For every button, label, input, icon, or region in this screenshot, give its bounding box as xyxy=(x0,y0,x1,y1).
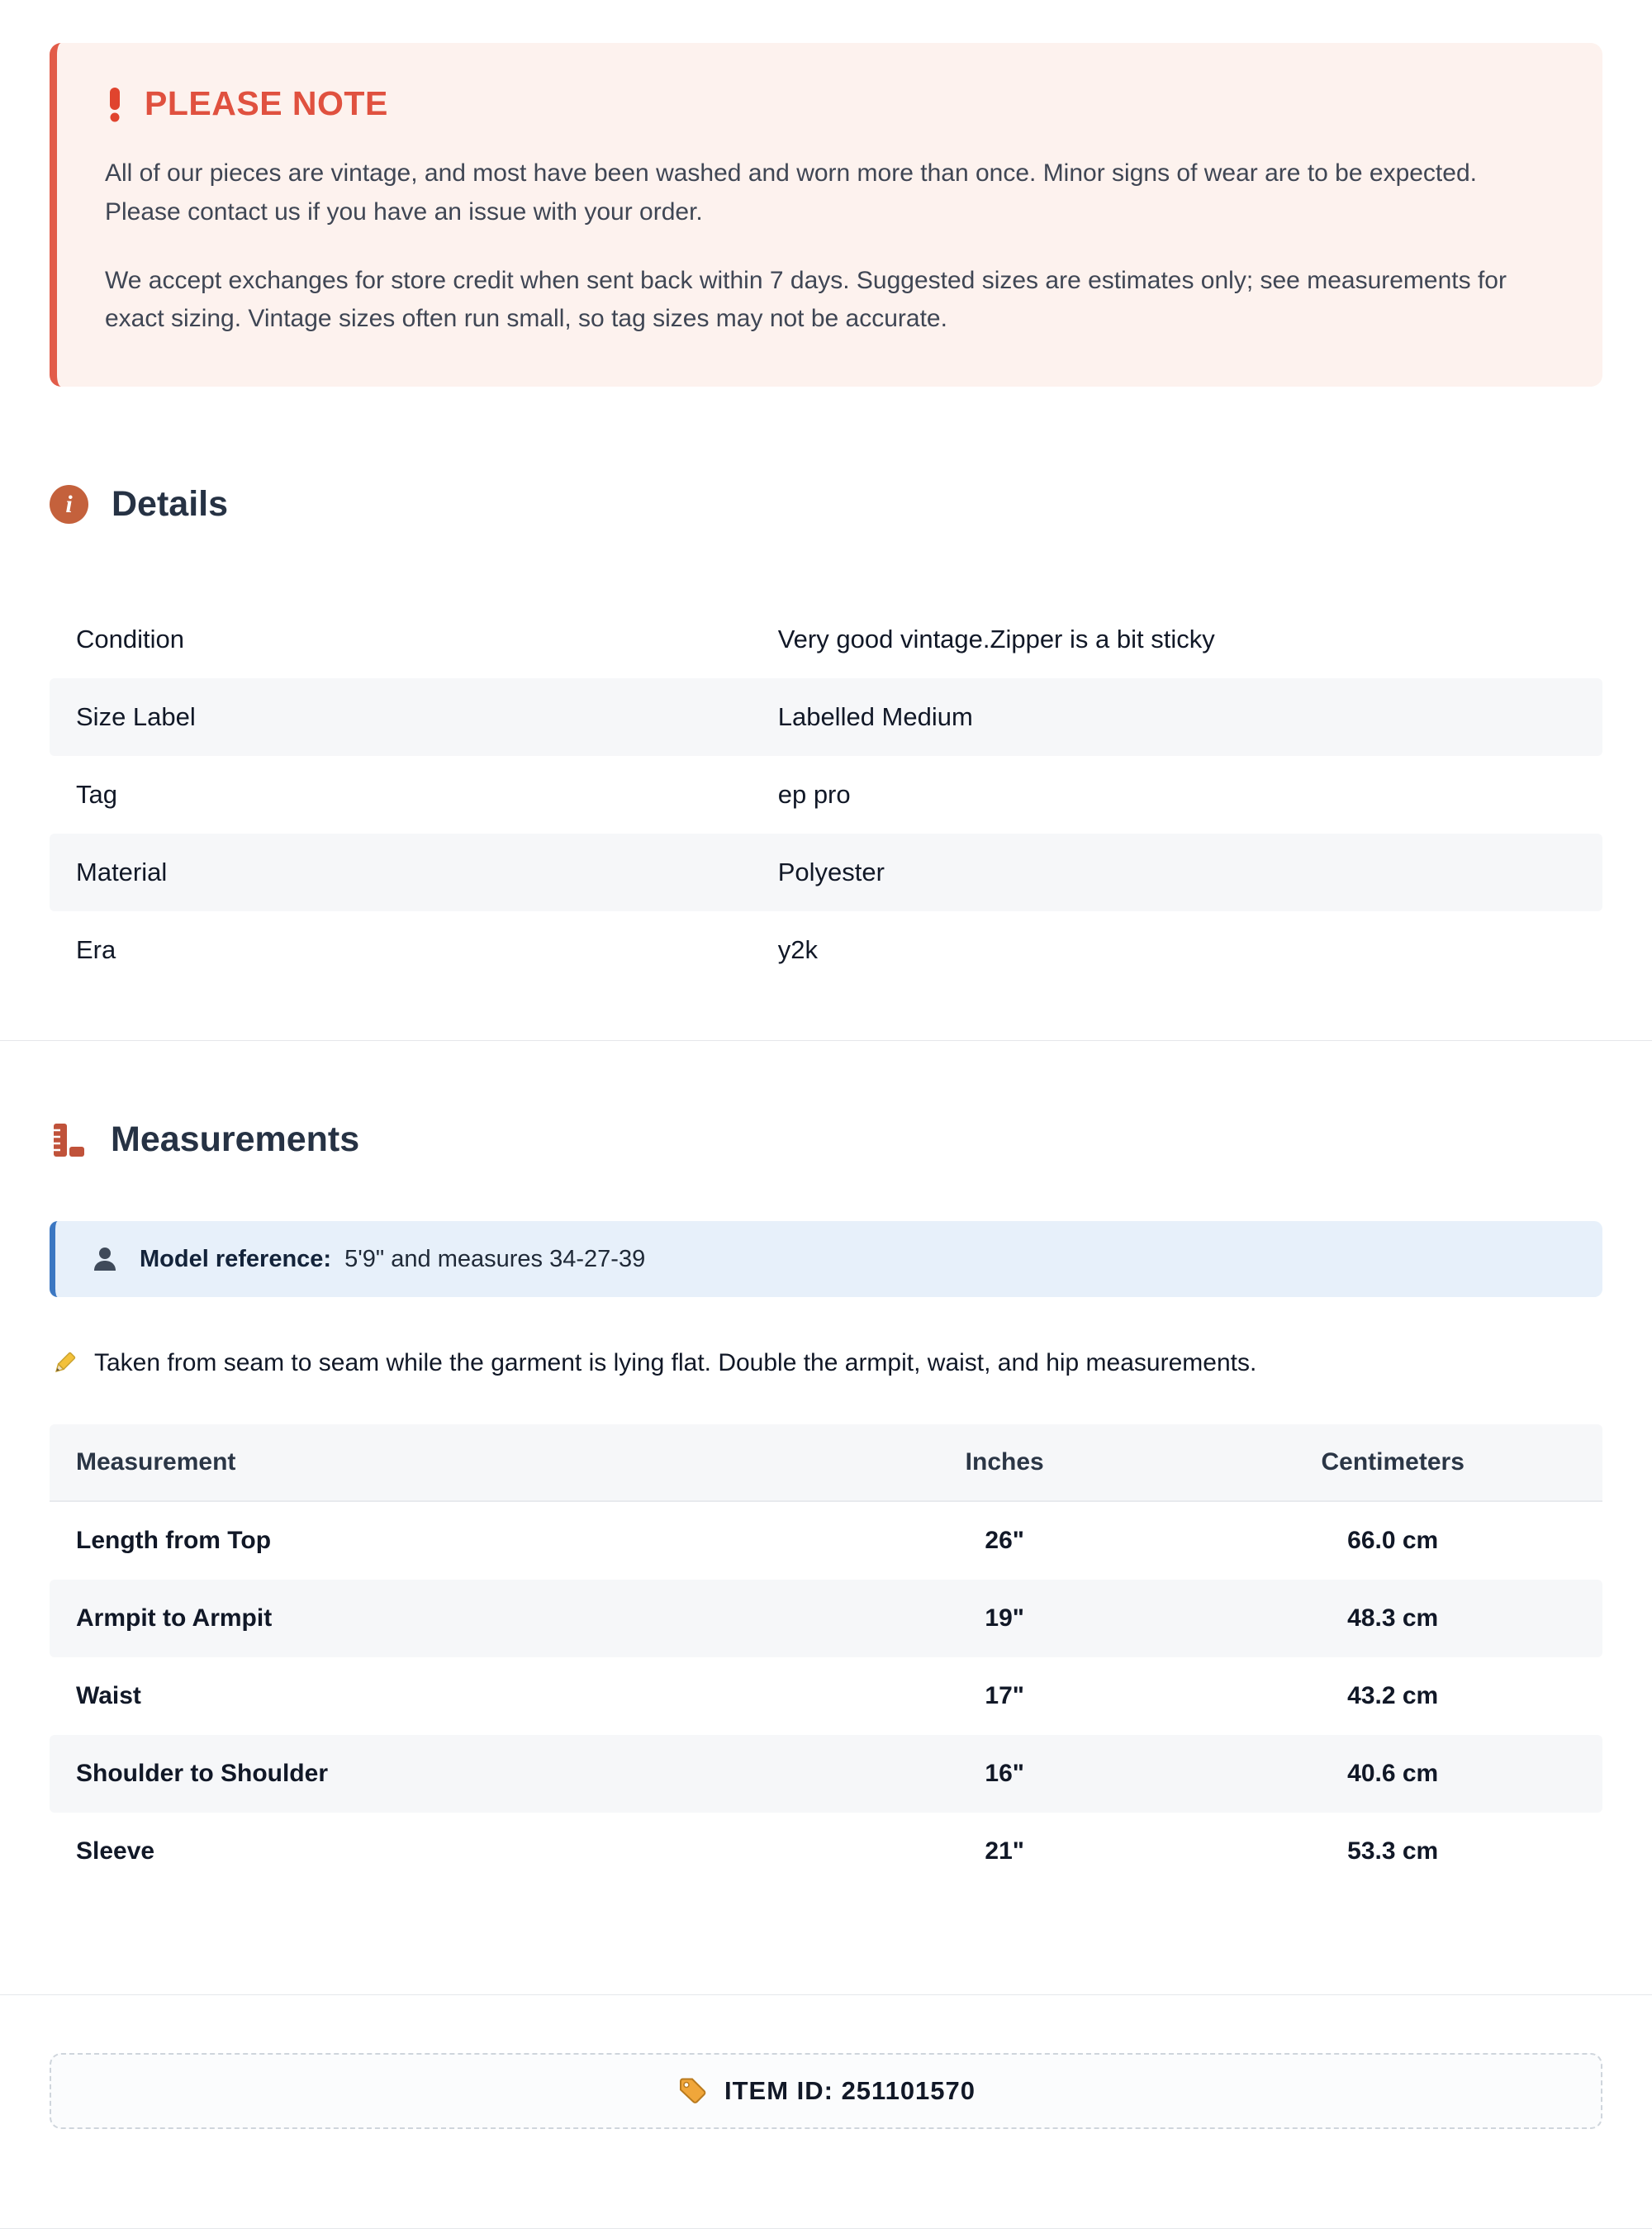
please-note-title-row xyxy=(105,84,1555,123)
measurement-cm: 66.0 cm xyxy=(1347,1527,1439,1555)
details-row-tag xyxy=(50,756,1602,834)
ruler-icon xyxy=(50,1121,88,1159)
details-table xyxy=(50,601,1602,989)
measurements-table xyxy=(50,1424,1602,1890)
note-paragraph-1: All of our pieces are vintage, and most have been washed and worn more than once. Minor signs of wear are to be expected. Please contact us if you have an issue with your order. xyxy=(105,159,1477,226)
measurement-inches: 26" xyxy=(985,1527,1024,1555)
details-section-title: Details xyxy=(112,484,229,525)
tag-icon xyxy=(676,2075,708,2107)
detail-label: Era xyxy=(76,935,116,965)
measurement-inches: 17" xyxy=(985,1682,1024,1710)
model-reference-callout xyxy=(50,1221,1602,1297)
measurement-name: Sleeve xyxy=(76,1837,155,1865)
measurement-inches: 19" xyxy=(985,1604,1024,1633)
details-row-era xyxy=(50,911,1602,989)
person-icon xyxy=(90,1244,120,1274)
measurement-name: Shoulder to Shoulder xyxy=(76,1760,328,1788)
measurement-cm: 48.3 cm xyxy=(1347,1604,1439,1633)
model-reference-label: Model reference: xyxy=(140,1245,332,1272)
please-note-title: PLEASE NOTE xyxy=(145,84,388,122)
header-measurement: Measurement xyxy=(76,1448,236,1476)
please-note-callout xyxy=(50,43,1602,387)
measurement-row-shoulder xyxy=(50,1735,1602,1813)
measurements-section-header xyxy=(50,1119,1602,1160)
header-inches: Inches xyxy=(965,1448,1044,1476)
measurement-instructions xyxy=(50,1348,1602,1378)
pencil-icon xyxy=(50,1348,79,1378)
measurement-row-sleeve xyxy=(50,1813,1602,1890)
measurement-name: Length from Top xyxy=(76,1527,272,1555)
measurement-row-armpit xyxy=(50,1580,1602,1657)
detail-label: Condition xyxy=(76,625,184,654)
measurements-section-title: Measurements xyxy=(111,1119,360,1160)
detail-value: Very good vintage.Zipper is a bit sticky xyxy=(777,625,1215,654)
detail-value: Polyester xyxy=(777,858,885,887)
detail-value: Labelled Medium xyxy=(777,702,973,732)
measurement-row-length xyxy=(50,1502,1602,1580)
header-centimeters: Centimeters xyxy=(1321,1448,1464,1476)
measurement-instructions-text: Taken from seam to seam while the garment is lying flat. Double the armpit, waist, and hip measurements. xyxy=(94,1349,1257,1377)
info-icon: i xyxy=(50,485,88,524)
details-section-header xyxy=(50,484,1602,525)
section-divider xyxy=(0,1994,1652,1995)
detail-label: Tag xyxy=(76,780,117,810)
measurement-name: Waist xyxy=(76,1682,141,1710)
details-row-size-label xyxy=(50,678,1602,756)
measurement-cm: 40.6 cm xyxy=(1347,1760,1439,1788)
item-id-text: ITEM ID: 251101570 xyxy=(724,2076,976,2106)
details-row-condition xyxy=(50,601,1602,678)
model-reference-text xyxy=(140,1246,645,1273)
detail-label: Size Label xyxy=(76,702,196,732)
measurement-cm: 43.2 cm xyxy=(1347,1682,1439,1710)
detail-value: ep pro xyxy=(777,780,851,810)
measurement-inches: 16" xyxy=(985,1760,1024,1788)
section-divider xyxy=(0,1040,1652,1041)
measurements-table-header xyxy=(50,1424,1602,1502)
details-row-material xyxy=(50,834,1602,911)
measurement-cm: 53.3 cm xyxy=(1347,1837,1439,1865)
detail-label: Material xyxy=(76,858,168,887)
detail-value: y2k xyxy=(777,935,818,965)
note-paragraph-2: We accept exchanges for store credit when sent back within 7 days. Suggested sizes are estimates only; see measurements for exact sizing. Vintage sizes often run small, so tag sizes may not be accurate. xyxy=(105,266,1507,333)
measurement-name: Armpit to Armpit xyxy=(76,1604,273,1633)
measurement-row-waist xyxy=(50,1657,1602,1735)
measurement-inches: 21" xyxy=(985,1837,1024,1865)
item-id-box xyxy=(50,2053,1602,2129)
page-container xyxy=(0,43,1652,2129)
model-reference-value: 5'9" and measures 34-27-39 xyxy=(344,1245,646,1272)
exclamation-icon xyxy=(105,86,125,122)
